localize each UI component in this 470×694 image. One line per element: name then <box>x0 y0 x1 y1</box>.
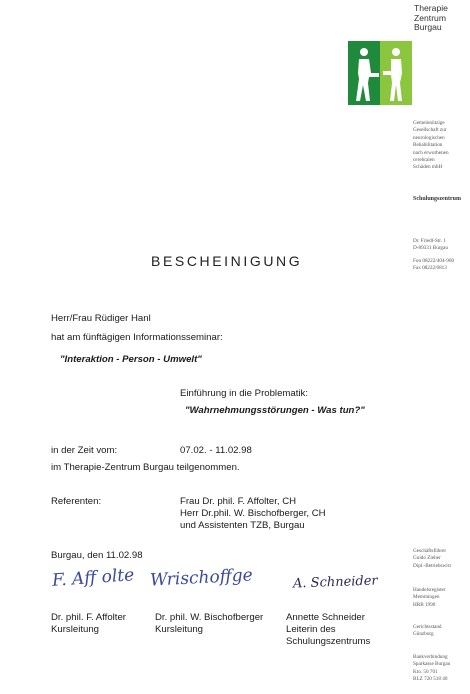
signer-schneider <box>286 612 408 648</box>
footer-line: Bankverbindung <box>413 654 448 660</box>
signer-role: Leiterin des Schulungszentrums <box>286 624 371 647</box>
fax-number: Fax 08222/6813 <box>413 265 447 272</box>
org-description <box>413 120 469 172</box>
org-name-line: Therapie <box>414 3 448 13</box>
footer-register <box>413 587 469 609</box>
speaker-line: und Assistenten TZB, Burgau <box>180 520 305 531</box>
signer-name: Dr. phil. F. Affolter <box>51 612 127 623</box>
org-logo <box>348 41 412 105</box>
description-line: Gesellschaft zur <box>413 127 447 134</box>
document-title: BESCHEINIGUNG <box>151 253 303 269</box>
org-name <box>414 4 448 33</box>
footer-line: Kto. 50 701 <box>413 668 438 675</box>
org-name-line: Burgau <box>414 22 442 33</box>
topic-intro: Einführung in die Problematik: <box>180 388 308 399</box>
footer-line: Dipl.-Betriebswirt <box>413 562 451 569</box>
speakers-list <box>180 496 326 532</box>
footer-line: Günzburg <box>413 631 434 638</box>
footer-bank <box>413 654 469 684</box>
footer-line: Guido Zieher <box>413 555 441 562</box>
seminar-title: "Interaktion - Person - Umwelt" <box>60 354 202 365</box>
signer-affolter <box>51 612 126 636</box>
footer-line: Memmingen <box>413 594 440 601</box>
description-line: Gemeinnützige <box>413 120 445 126</box>
speakers-label: Referenten: <box>51 496 102 507</box>
footer-line: Sparkasse Burgau <box>413 661 451 668</box>
description-line: Schäden mbH <box>413 164 443 171</box>
logo-figures-icon <box>348 41 412 105</box>
recipient-name: Herr/Frau Rüdiger Hanl <box>51 313 151 324</box>
location-line: im Therapie-Zentrum Burgau teilgenommen. <box>51 462 240 473</box>
signer-role: Kursleitung <box>51 624 99 635</box>
description-line: nach erworbenen <box>413 149 449 156</box>
description-line: cerebralen <box>413 157 435 164</box>
description-line: neurologischen <box>413 134 445 141</box>
period-label: in der Zeit vom: <box>51 445 118 456</box>
signature-bischofberger: Wrischoffge <box>149 565 254 591</box>
address-line: Dr. Friedl-Str. 1 <box>413 238 446 244</box>
topic-title: "Wahrnehmungsstörungen - Was tun?" <box>185 405 365 416</box>
description-line: Rehabilitation <box>413 142 443 149</box>
footer-line: HRB 1990 <box>413 601 436 608</box>
signer-name: Dr. phil. W. Bischofberger <box>155 612 264 623</box>
signature-affolter: F. Aff olte <box>51 565 135 591</box>
footer-line: Handelsregister <box>413 587 446 593</box>
footer-line: Gerichtsstand <box>413 624 442 630</box>
seminar-intro: hat am fünftägigen Informationsseminar: <box>51 332 223 343</box>
org-name-line: Zentrum <box>414 12 446 23</box>
phone-number: Fon 08222/404-900 <box>413 257 455 264</box>
footer-line: Geschäftsführer <box>413 548 447 554</box>
org-address <box>413 238 469 273</box>
period-value: 07.02. - 11.02.98 <box>180 445 252 456</box>
signer-role: Kursleitung <box>155 624 203 635</box>
speaker-line: Frau Dr. phil. F. Affolter, CH <box>180 496 297 507</box>
footer-manager <box>413 548 469 570</box>
signer-name: Annette Schneider <box>286 612 365 623</box>
signer-bischofberger <box>155 612 263 636</box>
footer-line: BLZ 720 518 40 <box>413 676 448 683</box>
department-label: Schulungszentrum <box>413 196 462 202</box>
speaker-line: Herr Dr.phil. W. Bischofberger, CH <box>180 508 326 519</box>
signature-schneider: A. Schneider <box>292 573 378 592</box>
address-line: D-89331 Burgau <box>413 245 448 252</box>
place-date: Burgau, den 11.02.98 <box>51 550 143 561</box>
footer-court <box>413 624 469 639</box>
